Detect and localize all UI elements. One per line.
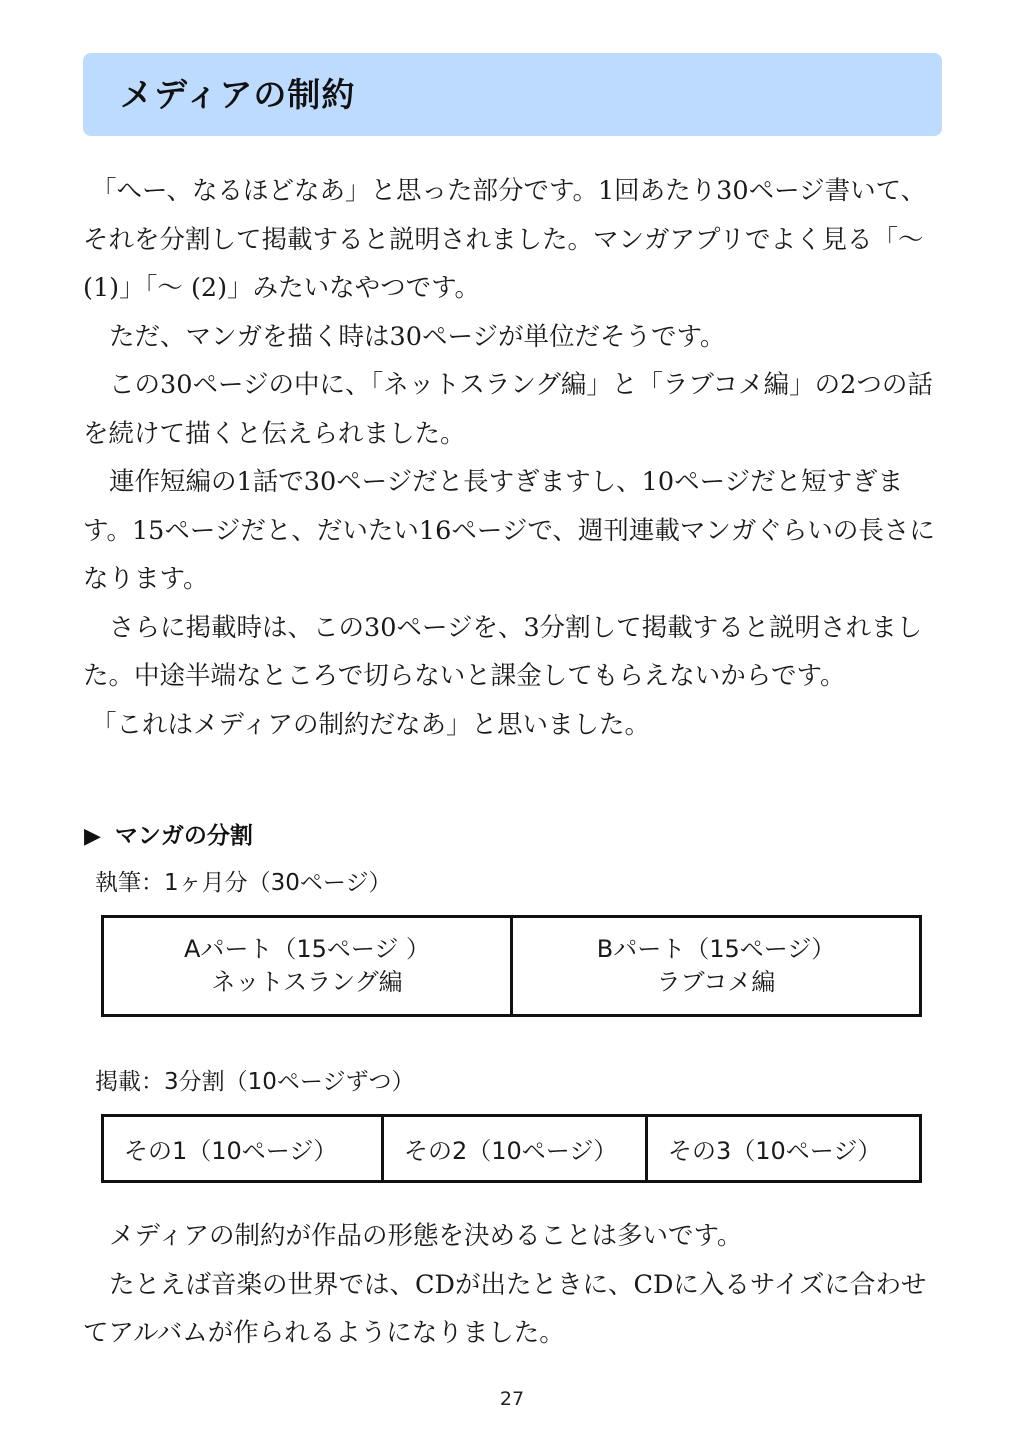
paragraph: 「へー、なるほどなあ」と思った部分です。1回あたり30ページ書いて、それを分割して掲載すると説明されました。マンガアプリでよく見る「〜 (1)」「〜 (2)」みたいなやつです。	[83, 176, 927, 303]
publish-split-table	[101, 1114, 922, 1183]
page-number: 27	[499, 1388, 525, 1410]
part-b-subtitle: ラブコメ編	[656, 968, 776, 996]
part-b-cell	[510, 918, 919, 1014]
split-3-cell: その3（10ページ）	[645, 1117, 919, 1180]
paragraph: この30ページの中に、「ネットスラング編」と「ラブコメ編」の2つの話を続けて描くと伝えられました。	[83, 370, 933, 449]
diagram-heading-text: マンガの分割	[114, 823, 253, 849]
diagram-heading	[84, 818, 253, 854]
paragraph: 「これはメディアの制約だなあ」と思いました。	[91, 709, 650, 740]
writing-label: 執筆：1ヶ月分（30ページ）	[95, 870, 392, 896]
body-text-top	[83, 167, 943, 749]
part-a-cell	[104, 918, 510, 1014]
writing-parts-table	[101, 915, 922, 1017]
triangle-bullet-icon: ▶	[84, 824, 101, 849]
paragraph: 連作短編の1話で30ページだと長すぎますし、10ページだと短すぎます。15ページだと、だいたい16ページで、週刊連載マンガぐらいの長さになります。	[83, 467, 935, 594]
split-2-cell: その2（10ページ）	[381, 1117, 645, 1180]
publish-label: 掲載：3分割（10ページずつ）	[95, 1069, 415, 1095]
paragraph: さらに掲載時は、この30ページを、3分割して掲載すると説明されました。中途半端なところで切らないと課金してもらえないからです。	[83, 612, 923, 691]
body-text-bottom	[83, 1212, 943, 1358]
section-title-bar	[83, 53, 942, 136]
paragraph: メディアの制約が作品の形態を決めることは多いです。	[109, 1221, 743, 1251]
paragraph: ただ、マンガを描く時は30ページが単位だそうです。	[109, 321, 726, 352]
part-b-title: Bパート（15ページ）	[596, 935, 836, 963]
page-title: メディアの制約	[120, 75, 356, 114]
part-a-subtitle: ネットスラング編	[211, 968, 403, 996]
part-a-title: Aパート（15ページ ）	[183, 935, 431, 963]
split-1-cell: その1（10ページ）	[124, 1137, 338, 1165]
paragraph: たとえば音楽の世界では、CDが出たときに、CDに入るサイズに合わせてアルバムが作られるようになりました。	[83, 1269, 927, 1348]
